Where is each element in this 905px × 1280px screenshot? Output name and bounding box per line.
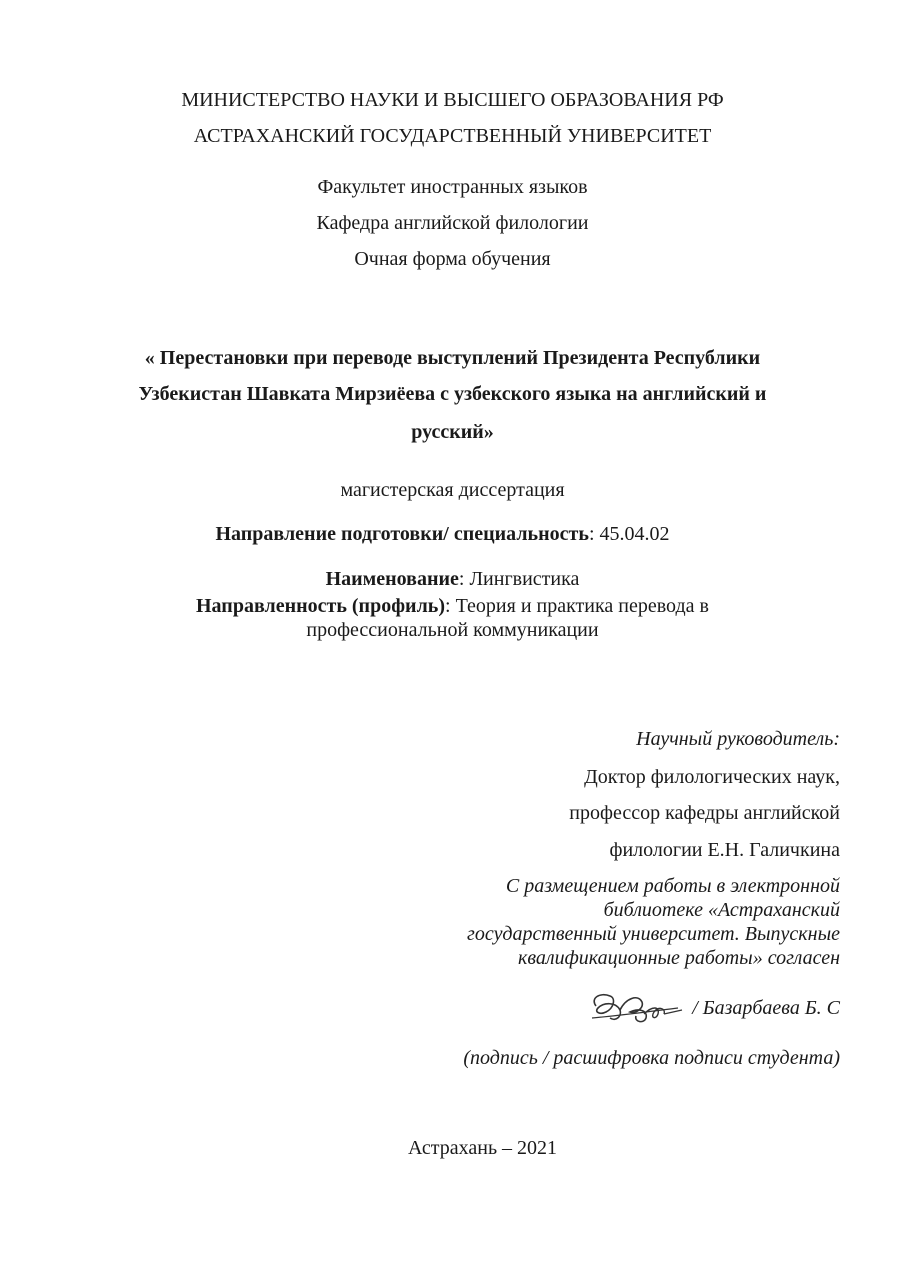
name-value: : Лингвистика [458,568,580,590]
thesis-type: магистерская диссертация [340,479,565,501]
university-heading: АСТРАХАНСКИЙ ГОСУДАРСТВЕННЫЙ УНИВЕРСИТЕТ [193,125,712,147]
signature-caption: (подпись / расшифровка подписи студента) [463,1047,840,1069]
direction-line [0,522,895,546]
thesis-title-line-1: « Перестановки при переводе выступлений Президента Республики [144,347,761,369]
thesis-title-line-3: русский» [411,421,494,443]
handwritten-signature [586,988,686,1028]
name-label: Наименование [325,568,459,590]
ministry-heading: МИНИСТЕРСТВО НАУКИ И ВЫСШЕГО ОБРАЗОВАНИЯ РФ [181,89,724,111]
signature-row [586,988,840,1028]
name-line [0,567,905,591]
consent-line-4: квалификационные работы» согласен [517,947,840,969]
profile-label: Направленность (профиль) [196,595,446,617]
supervisor-heading: Научный руководитель: [636,728,840,750]
consent-line-2: библиотеке «Астраханский [603,899,840,921]
direction-value: : 45.04.02 [588,523,670,545]
direction-label: Направление подготовки/ специальность [215,523,589,545]
thesis-title-line-2: Узбекистан Шавката Мирзиёева с узбекского языка на английский и [138,383,767,405]
student-name: / Базарбаева Б. С [692,996,840,1019]
profile-line-2: профессиональной коммуникации [306,619,599,641]
supervisor-name: филологии Е.Н. Галичкина [609,839,840,861]
city-year: Астрахань – 2021 [407,1137,558,1159]
profile-line [0,594,905,618]
faculty-name: Факультет иностранных языков [317,176,588,198]
study-form: Очная форма обучения [354,248,551,270]
consent-line-1: С размещением работы в электронной [505,875,840,897]
supervisor-degree: Доктор филологических наук, [584,766,840,788]
supervisor-position: профессор кафедры английской [569,802,840,824]
profile-value: : Теория и практика перевода в [445,595,709,617]
department-name: Кафедра английской филологии [316,212,589,234]
consent-line-3: государственный университет. Выпускные [467,923,840,945]
